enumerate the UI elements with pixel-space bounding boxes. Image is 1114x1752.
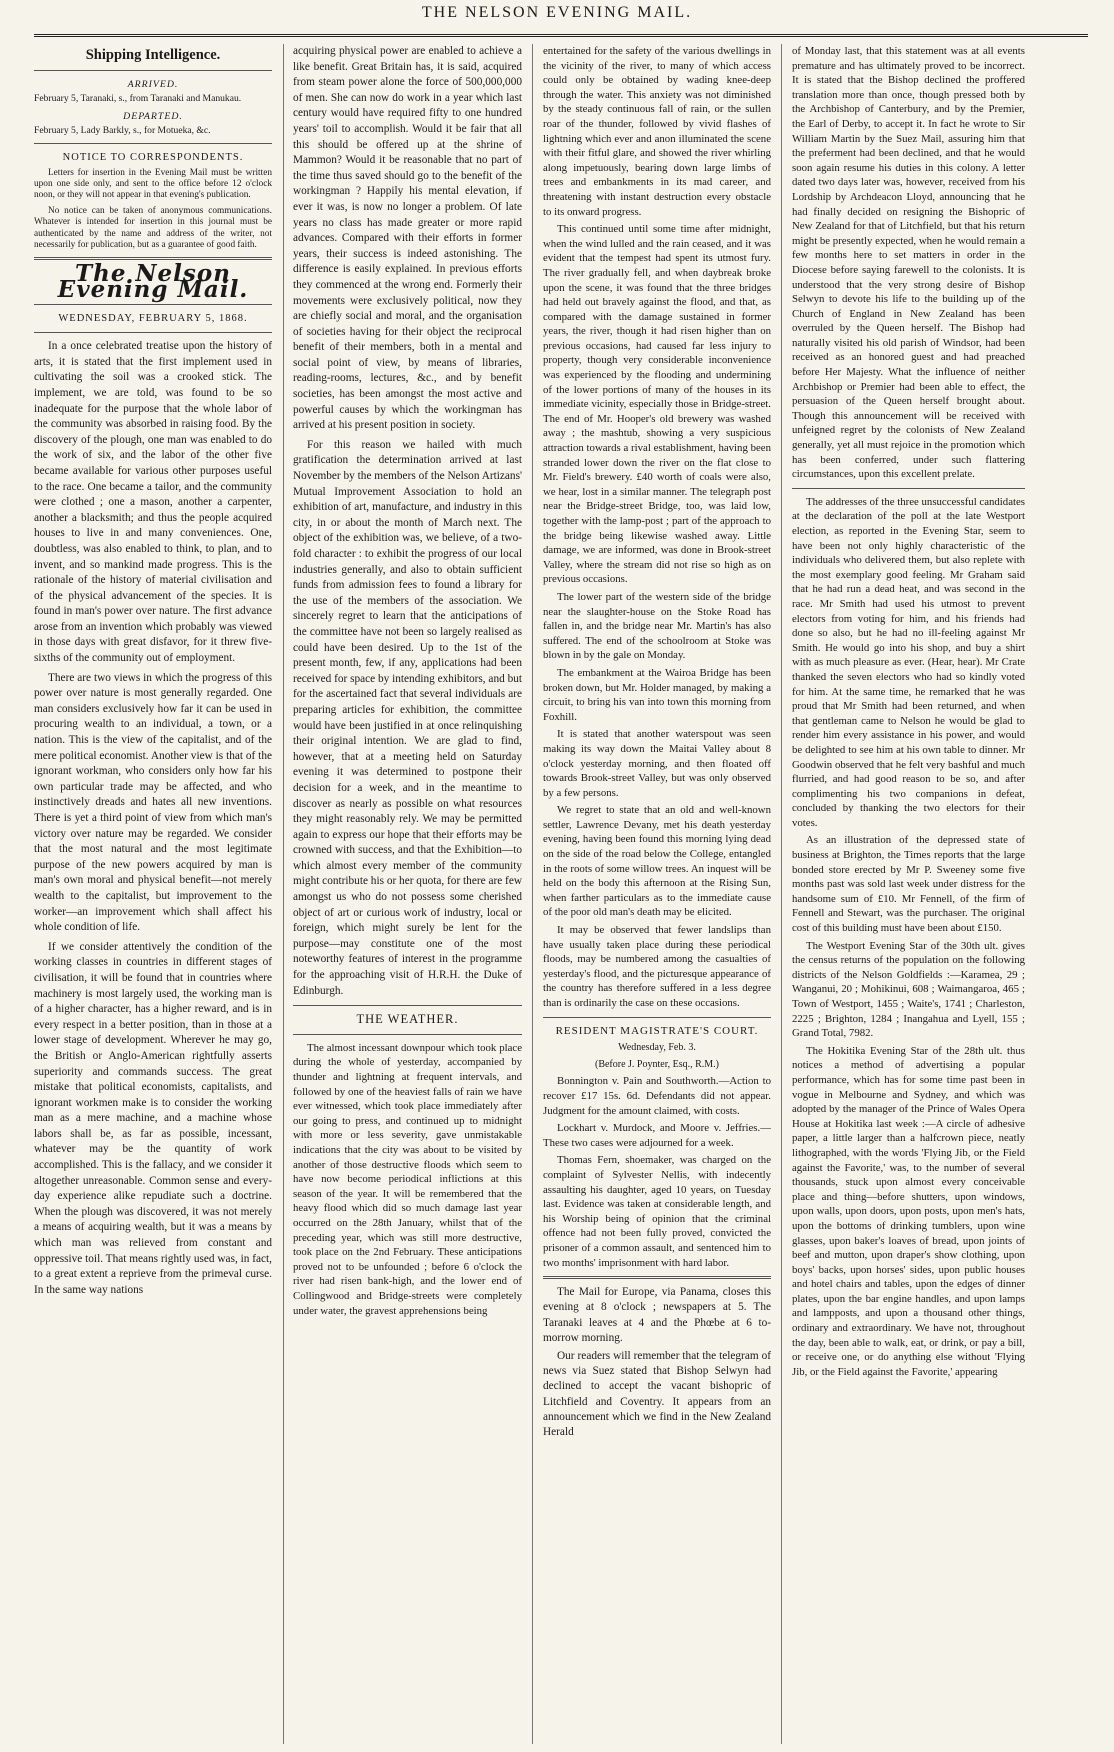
divider — [34, 70, 272, 71]
mail-paragraph: Our readers will remember that the telegram of news via Suez stated that Bishop Selwyn had declined to accept the vacant bishopric of Litchfield and Coventry. It appears from an announcement which we find in the New Zealand Herald — [543, 1349, 771, 1438]
editorial-paragraph: There are two views in which the progress of this power over nature is most generally regarded. One man considers exclusively how far it can be used in procuring wealth to an individual, a town, or a nation. This is the view of the capitalist, and of the mere political economist. Another view is that of the ignorant workman, who considers only how far his own particular trade may be affected, and who instinctively dreads and hates all new inventions. There is yet a third point of view from which man's victory over nature may be regarded. We consider that the most natural and the most legitimate purpose of the new powers acquired by man is man's own moral and physical benefit—not merely wealth to the capitalist, but improvement to the worker—an improvement which shall affect his whole condition of life. — [34, 671, 272, 934]
departed-entry: February 5, Lady Barkly, s., for Motueka, &c. — [34, 125, 211, 137]
divider — [543, 1276, 771, 1279]
court-paragraph: Thomas Fern, shoemaker, was charged on the complaint of Sylvester Nellis, with indecently assaulting his daughter, aged 10 years, on Tuesday last. Evidence was taken at considerable length, and his Worship being of opinion that the criminal offence had not been fully proved, convicted the prisoner of a common assault, and sentenced him to two months' imprisonment with hard labor. — [543, 1154, 771, 1269]
weather-paragraph: It may be observed that fewer landslips than have usually taken place during these periodical floods, may be numbered among the casualties of yesterday's flood, and the picturesque appearance of the country has therefore suffered in a less degree than is ordinarily the case on these occasions. — [543, 924, 771, 1009]
weather-paragraph: It is stated that another waterspout was seen making its way down the Maitai Valley about 8 o'clock yesterday morning, and then floated off towards Brook-street Valley, but was only observed by a few persons. — [543, 728, 771, 799]
weather-heading: THE WEATHER. — [356, 1012, 459, 1027]
weather-paragraph: This continued until some time after midnight, when the wind lulled and the rain ceased, and it was evident that the tempest had spent its utmost fury. The river gradually fell, and when daybreak broke upon the scene, it was found that the three bridges had held out bravely against the flood, and that, as compared with the damage sustained in former years, the river, though it had risen higher than on previous occasions, had caused far less injury to property, though very considerable inconvenience was experienced by the flooding and undermining of the lower portions of many of the houses in its immediate vicinity, especially those in Bridge-street. The end of Mr. Hooper's old brewery was washed away ; the mashtub, showing a very suspicious attraction towards a rival establishment, having been stranded lower down the river on the flat close to Mr. Field's brewery. £40 worth of coals were also, we hear, lost in a similar manner. The telegraph post near the Bridge-street Bridge, too, was laid low, together with the lamp-post ; part of the approach to the bridge being likewise washed away. Little damage, we are informed, was done in Brook-street Valley, where the stream did not rise so high as on previous occasions. — [543, 223, 771, 586]
divider — [34, 304, 272, 305]
arrived-entry: February 5, Taranaki, s., from Taranaki and Manukau. — [34, 93, 242, 105]
notice-paragraph: No notice can be taken of anonymous communications. Whatever is intended for insertion in this journal must be authenticated by the name and address of the writer, not necessarily for publication, but as a guarantee of good faith. — [34, 205, 272, 250]
paper-nameplate: The Nelson Evening Mail. — [57, 260, 249, 303]
divider — [543, 1017, 771, 1018]
court-paragraph: Lockhart v. Murdock, and Moore v. Jeffries.—These two cases were adjourned for a week. — [543, 1122, 771, 1149]
editorial-paragraph: If we consider attentively the condition of the working classes in countries in different stages of civilisation, it will be found that in countries where machinery is most largely used, the working man is of a higher character, has a higher reward, and is in every respect in a better position, than in those at a lower stage of development. Wherever he may go, the British or Anglo-American rightfully asserts superiority and commands success. The great mistake that political economists, capitalists, and ignorant workmen make is to consider the working man as a mere machine, and a machine whose labors shall be, as far as possible, incessant, whatever may be the quantity of work accomplished. This is the fallacy, and we consider it altogether unreasonable. Common sense and every-day experience alike repudiate such a doctrine. When the plough was discovered, it was not merely a means of acquiring wealth, but it was a means by which man was relieved from constant and oppressive toil. That means rightly used was, in fact, to a great extent a reprieve from the primeval curse. In the same way nations — [34, 940, 272, 1296]
news-paragraph: The addresses of the three unsuccessful candidates at the declaration of the poll at the late Westport election, as reported in the Evening Star, seem to have been not only highly characteristic of the individuals who delivered them, but also replete with the most exemplary good feeling. Mr Graham said that he had run a dead heat, and was second in the race. Mr Smith had used his utmost to prevent electors from voting for him, and his friends had done so also, but he had no ill-feeling against Mr Smith. He would go into his shop, and buy a shirt with as much pleasure as ever. (Hear, hear). Mr Crate thanked the seven electors who had so kindly voted for him. At the same time, he remarked that he was proud that Mr Smith had been returned, and when that gentleman came to Nelson he would be glad to render him every assistance in his power, and would be delighted to see him at his own table to dinner. Mr Goodwin observed that he felt very bashful and much flurried, and had good reason to be so, and after complimenting his two companions in defeat, concluded by thanking the two electors for their votes. — [792, 495, 1025, 829]
editorial-paragraph: For this reason we hailed with much gratification the determination arrived at last November by the members of the Nelson Artizans' Mutual Improvement Association to hold an exhibition of art, manufacture, and industry in this city, in or about the month of March next. The object of the exhibition was, we believe, of a two-fold character : to exhibit the progress of our local industries generally, and also to obtain sufficient funds from admission fees to found a library for the use of the members of the association. We sincerely regret to learn that the anticipations of the committee have not been so largely realised as could have been desired. Up to the 1st of the present month, few, if any, applications had been received for space by intending exhibitors, and but for the ascertained fact that several individuals are preparing articles for exhibition, the committee would have been justified in at once relinquishing their original intention. We are glad to find, however, that at a meeting held on Saturday evening it was determined to postpone their decision for a week, and in the meantime to discover as nearly as possible on what resources they might reasonably rely. We may be permitted again to express our hope that their efforts may be crowned with success, and that the Exhibition—to which almost every member of the community might contribute his or her quota, for there are few amongst us who do not possess some cherished object of art or curious work of industry, local or foreign, which might surely be lent for the purpose—may constitute one of the most noteworthy features of interest in the programme for the approaching visit of H.R.H. the Duke of Edinburgh. — [293, 438, 522, 997]
column-rule — [781, 44, 782, 1744]
notice-heading: NOTICE TO CORRESPONDENTS. — [62, 151, 244, 163]
column-rule — [283, 44, 284, 1744]
editorial-paragraph: In a once celebrated treatise upon the history of arts, it is stated that the first implement used in cultivating the soil was a crooked stick. The implement, we are told, was found to be so inadequate for the purpose that the whole labor of the community was absorbed in raising food. By the discovery of the plough, one man was enabled to do the work of six, and the labor of the other five became available for various other purposes useful to the race. One became a tailor, and the community were clothed ; one a mason, another a carpenter, another a blacksmith; and thus the people acquired houses to live in and many conveniences. One, doubtless, was also enabled to think, to plan, and to invent, and so mankind made progress. This is the rationale of the history of material civilisation and of the physical advancement of the species. It is found in man's power over nature. The first advance arose from an invention which probably was viewed in those days with great disfavor, for it threw five-sixths of the community out of employment. — [34, 340, 272, 665]
column-2 — [293, 44, 522, 1744]
weather-paragraph: The embankment at the Wairoa Bridge has been broken down, but Mr. Holder managed, by making a circuit, to bring his van into town this morning from Foxhill. — [543, 666, 771, 723]
divider — [792, 488, 1025, 489]
notice-paragraph: Letters for insertion in the Evening Mail must be written upon one side only, and sent to the office before 12 o'clock noon, or they will not appear in that evening's publication. — [34, 167, 272, 201]
masthead-rule — [34, 34, 1088, 37]
weather-paragraph: The almost incessant downpour which took place during the whole of yesterday, accompanied by thunder and lightning at frequent intervals, and followed by one of the heaviest falls of rain we have ever witnessed, which took place immediately after our going to press, and continued up to midnight with more or less severity, gave unmistakable indications that the city was about to be visited by another of those destructive floods which seem to have now become periodical inflictions at this season of the year. It will be remembered that the heavy flood which did so much damage last year occurred on the 28th January, whilst that of the preceding year, which was still more destructive, took place on the 2nd February. These anticipations proved not to be unfounded ; before 6 o'clock the river had risen bank-high, and the lower end of Collingwood and Bridge-streets were completely under water, the gravest apprehensions being — [293, 1041, 522, 1317]
departed-label: DEPARTED. — [123, 110, 183, 122]
news-paragraph: of Monday last, that this statement was at all events premature and has ultimately proved to be incorrect. It is stated that the Bishop declined the proffered translation more than once, though pressed both by the Archbishop of Canterbury, and by the Premier, the Earl of Derby, to accept it. In fact he wrote to Sir William Martin by the Suez Mail, assuring him that the preferment had been declined, and that he would soon again resume his duties in this colony. A letter dated two days later was, however, received from his Lordship by Archdeacon Lloyd, announcing that he had finally decided on resigning the Bishopric of New Zealand for that of Litchfield, but that his return might be presently expected, when he would remain a few months here to set matters in order in the Diocese before saying farewell to the colonists. It is understood that the very strong desire of Bishop Selwyn to devote his life to the building up of the Church of England in New Zealand has been overruled by the Queen herself. The Bishop had naturally visited his old parish of Windsor, had been received as an honored guest and had preached before Her Majesty. What the influence of neither Archbishop or Premier had been able to effect, the persuasion of the Queen herself brought about. Though this announcement will be received with unfeigned regret by the colonists of New Zealand generally, yet all must rejoice in the promotion which has been conferred, under such flattering circumstances, upon this excellent prelate. — [792, 45, 1025, 481]
court-date: Wednesday, Feb. 3. — [618, 1042, 696, 1054]
mail-paragraph: The Mail for Europe, via Panama, closes this evening at 8 o'clock ; newspapers at 5. The Taranaki leaves at 4 and the Phœbe at 6 to-morrow morning. — [543, 1286, 771, 1344]
column-1 — [34, 44, 272, 1744]
weather-paragraph: We regret to state that an old and well-known settler, Lawrence Devany, met his death yesterday evening, having been found this morning lying dead on the side of the road below the College, entangled in the roots of some willow trees. An inquest will be held on the body this afternoon at the Rising Sun, when farther particulars as to the immediate cause of the poor old man's death may be elicited. — [543, 804, 771, 919]
divider — [34, 143, 272, 144]
divider — [34, 332, 272, 333]
column-3 — [543, 44, 771, 1744]
column-4 — [792, 44, 1025, 1744]
weather-paragraph: The lower part of the western side of the bridge near the slaughter-house on the Stoke Road has fallen in, and the bridge near Mr. Martin's has also suffered. The end of the schoolroom at Stoke was blown in by the gale on Monday. — [543, 590, 771, 662]
shipping-heading: Shipping Intelligence. — [85, 47, 221, 63]
dateline: WEDNESDAY, FEBRUARY 5, 1868. — [58, 312, 248, 324]
court-paragraph: Bonnington v. Pain and Southworth.—Action to recover £17 15s. 6d. Defendants did not appear. Judgment for the amount claimed, with costs. — [543, 1075, 771, 1117]
arrived-label: ARRIVED. — [127, 78, 179, 90]
court-heading: RESIDENT MAGISTRATE'S COURT. — [555, 1024, 759, 1037]
news-paragraph: As an illustration of the depressed state of business at Brighton, the Times reports that the large bonded store erected by Mr P. Sweeney some five months past was sold last week under distress for the handsome sum of £10. Mr Fennell, of the firm of Fennell and Stewart, was the purchaser. The original cost of this building must have been about £150. — [792, 834, 1025, 935]
divider — [293, 1005, 522, 1006]
column-rule — [532, 44, 533, 1744]
divider — [293, 1034, 522, 1035]
editorial-paragraph: acquiring physical power are enabled to achieve a like benefit. Great Britain has, it is said, acquired from steam power alone the force of 500,000,000 of men. She can now do work in a year which last century would have required fifty to one hundred years' toil to accomplish. Would it be fair that all this should be offered up at the shrine of Mammon? Would it be reasonable that no part of the time thus saved should go to the benefit of the workingman ? Happily his mental elevation, if ever it was, is now no longer a problem. Of late years no class has made greater or more rapid advances. Compared with their efforts in former years, their success is indeed astonishing. The difference is easily explained. In previous efforts they commenced at the wrong end. Formerly their movements were exclusively political, now they are chiefly social and moral, and the organisation of societies having for their object the reciprocal benefit of their members, both in a mental and social point of view, by means of libraries, reading-rooms, lectures, &c., and by benefit societies, has been amongst the most active and powerful causes by which the workingman has arrived at his present position in society. — [293, 45, 522, 432]
masthead-title: THE NELSON EVENING MAIL. — [421, 4, 693, 21]
news-paragraph: The Westport Evening Star of the 30th ult. gives the census returns of the population on the following districts of the Nelson Goldfields :—Karamea, 29 ; Wanganui, 20 ; Mohikinui, 608 ; Waimangaroa, 465 ; Town of Westport, 1455 ; Waite's, 1741 ; Charleston, 2225 ; Brighton, 1284 ; Inangahua and Lyell, 155 ; Grand Total, 7982. — [792, 939, 1025, 1040]
weather-paragraph: entertained for the safety of the various dwellings in the vicinity of the river, to many of which access could only be obtained by wading knee-deep through the water. This anxiety was not diminished by the steady continuous fall of rain, or the sullen roar of the thunder, followed by vivid flashes of lightning which ever and anon illuminated the scene with their fitful glare, and showed the river whirling along impetuously, bearing down large limbs of trees and embankments in its mad career, and threatening with instant destruction every obstacle to its onward progress. — [543, 45, 771, 218]
court-before: (Before J. Poynter, Esq., R.M.) — [594, 1058, 720, 1070]
news-paragraph: The Hokitika Evening Star of the 28th ult. thus notices a method of advertising a popular performance, which has for some time past been in vogue in Melbourne and Sydney, and which was adopted by the manager of the Prince of Wales Opera House at Hokitika last week :—A circle of adhesive paper, a little larger than a halfcrown piece, neatly lithographed, with the words 'Flying Jib, or the Field against the Favorite,' was, to the number of several thousands, stuck upon almost every conceivable place and thing—before shutters, upon windows, upon walls, upon doors, upon posts, upon men's hats, upon the bottoms of drinking tumblers, upon wine glasses, upon baker's loaves of bread, upon joints of beef and mutton, upon draper's show clothing, upon boys' backs, upon horses' sides, upon public houses and hotel chairs and tables, upon the edges of dinner plates, upon the bar engine handles, and upon lamps and lampposts, and upon a thousand other things, ordinary and extraordinary. We have not, throughout the day, been able to walk, eat, or drink, or pay a bill, or receive one, or do anything else without 'Flying Jib, or the Field against the Favorite,' appearing — [792, 1044, 1025, 1378]
